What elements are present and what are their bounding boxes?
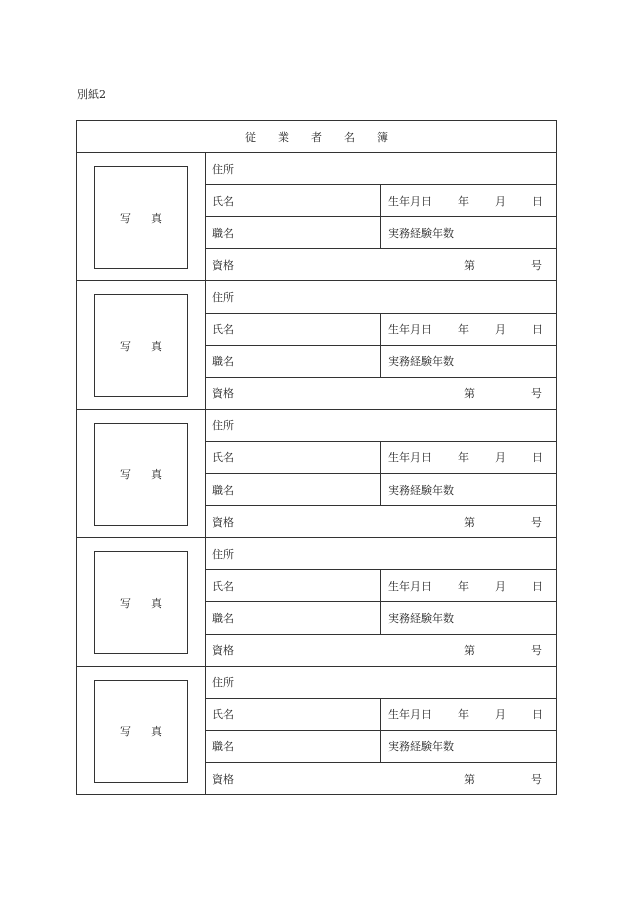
birth-label: 生年月日 xyxy=(388,194,432,208)
qualification-row xyxy=(206,763,556,794)
address-label: 住所 xyxy=(212,162,234,176)
qualification-go-label: 号 xyxy=(531,772,542,786)
photo-label: 写真 xyxy=(120,596,182,610)
employee-entry xyxy=(77,410,556,538)
photo-placeholder xyxy=(94,294,188,397)
experience-label: 実務経験年数 xyxy=(388,483,454,497)
employee-roster-table xyxy=(76,120,557,795)
qualification-no-label: 第 xyxy=(464,772,475,786)
experience-label: 実務経験年数 xyxy=(388,740,454,754)
birth-label: 生年月日 xyxy=(388,323,432,337)
position-row xyxy=(206,602,556,634)
position-label: 職名 xyxy=(212,226,234,240)
position-row xyxy=(206,217,556,249)
qualification-label: 資格 xyxy=(212,387,234,401)
roster-title: 従業者名簿 xyxy=(77,121,556,153)
position-row xyxy=(206,731,556,763)
entry-fields xyxy=(206,667,556,794)
photo-cell xyxy=(77,281,206,408)
name-label: 氏名 xyxy=(212,708,234,722)
photo-label: 写真 xyxy=(120,211,182,225)
employee-entry xyxy=(77,667,556,794)
qualification-go-label: 号 xyxy=(531,515,542,529)
photo-cell xyxy=(77,538,206,665)
address-row xyxy=(206,667,556,699)
address-label: 住所 xyxy=(212,547,234,561)
qualification-no-label: 第 xyxy=(464,644,475,658)
birth-year-label: 年 xyxy=(458,323,469,337)
photo-placeholder xyxy=(94,680,188,783)
birth-year-label: 年 xyxy=(458,194,469,208)
birth-month-label: 月 xyxy=(495,194,506,208)
position-row xyxy=(206,474,556,506)
entry-fields xyxy=(206,281,556,408)
qualification-label: 資格 xyxy=(212,258,234,272)
birth-label: 生年月日 xyxy=(388,579,432,593)
name-row xyxy=(206,314,556,346)
photo-cell xyxy=(77,153,206,280)
employee-entry xyxy=(77,153,556,281)
qualification-label: 資格 xyxy=(212,644,234,658)
address-label: 住所 xyxy=(212,290,234,304)
photo-placeholder xyxy=(94,166,188,269)
birth-label: 生年月日 xyxy=(388,708,432,722)
name-row xyxy=(206,699,556,731)
position-label: 職名 xyxy=(212,611,234,625)
employee-entry xyxy=(77,281,556,409)
birth-month-label: 月 xyxy=(495,323,506,337)
name-row xyxy=(206,442,556,474)
qualification-row xyxy=(206,378,556,409)
photo-label: 写真 xyxy=(120,725,182,739)
qualification-row xyxy=(206,635,556,666)
birth-day-label: 日 xyxy=(532,323,543,337)
name-label: 氏名 xyxy=(212,579,234,593)
experience-label: 実務経験年数 xyxy=(388,226,454,240)
birth-day-label: 日 xyxy=(532,194,543,208)
qualification-no-label: 第 xyxy=(464,387,475,401)
address-label: 住所 xyxy=(212,676,234,690)
entry-fields xyxy=(206,153,556,280)
birth-month-label: 月 xyxy=(495,579,506,593)
birth-day-label: 日 xyxy=(532,579,543,593)
employee-entry xyxy=(77,538,556,666)
entry-fields xyxy=(206,538,556,665)
name-row xyxy=(206,570,556,602)
name-label: 氏名 xyxy=(212,323,234,337)
qualification-row xyxy=(206,249,556,280)
qualification-label: 資格 xyxy=(212,772,234,786)
roster-entries xyxy=(77,153,556,794)
birth-year-label: 年 xyxy=(458,708,469,722)
address-label: 住所 xyxy=(212,419,234,433)
photo-placeholder xyxy=(94,551,188,654)
address-row xyxy=(206,538,556,570)
position-label: 職名 xyxy=(212,483,234,497)
address-row xyxy=(206,410,556,442)
attachment-label: 別紙2 xyxy=(77,88,106,101)
experience-label: 実務経験年数 xyxy=(388,611,454,625)
name-label: 氏名 xyxy=(212,451,234,465)
qualification-go-label: 号 xyxy=(531,387,542,401)
birth-month-label: 月 xyxy=(495,708,506,722)
qualification-go-label: 号 xyxy=(531,644,542,658)
birth-label: 生年月日 xyxy=(388,451,432,465)
photo-placeholder xyxy=(94,423,188,526)
birth-day-label: 日 xyxy=(532,451,543,465)
photo-cell xyxy=(77,667,206,794)
qualification-label: 資格 xyxy=(212,515,234,529)
photo-label: 写真 xyxy=(120,339,182,353)
qualification-no-label: 第 xyxy=(464,258,475,272)
position-row xyxy=(206,346,556,378)
experience-label: 実務経験年数 xyxy=(388,355,454,369)
photo-cell xyxy=(77,410,206,537)
birth-month-label: 月 xyxy=(495,451,506,465)
qualification-row xyxy=(206,506,556,537)
position-label: 職名 xyxy=(212,355,234,369)
name-row xyxy=(206,185,556,217)
qualification-no-label: 第 xyxy=(464,515,475,529)
qualification-go-label: 号 xyxy=(531,258,542,272)
address-row xyxy=(206,281,556,313)
address-row xyxy=(206,153,556,185)
entry-fields xyxy=(206,410,556,537)
birth-year-label: 年 xyxy=(458,579,469,593)
birth-day-label: 日 xyxy=(532,708,543,722)
position-label: 職名 xyxy=(212,740,234,754)
photo-label: 写真 xyxy=(120,468,182,482)
name-label: 氏名 xyxy=(212,194,234,208)
birth-year-label: 年 xyxy=(458,451,469,465)
